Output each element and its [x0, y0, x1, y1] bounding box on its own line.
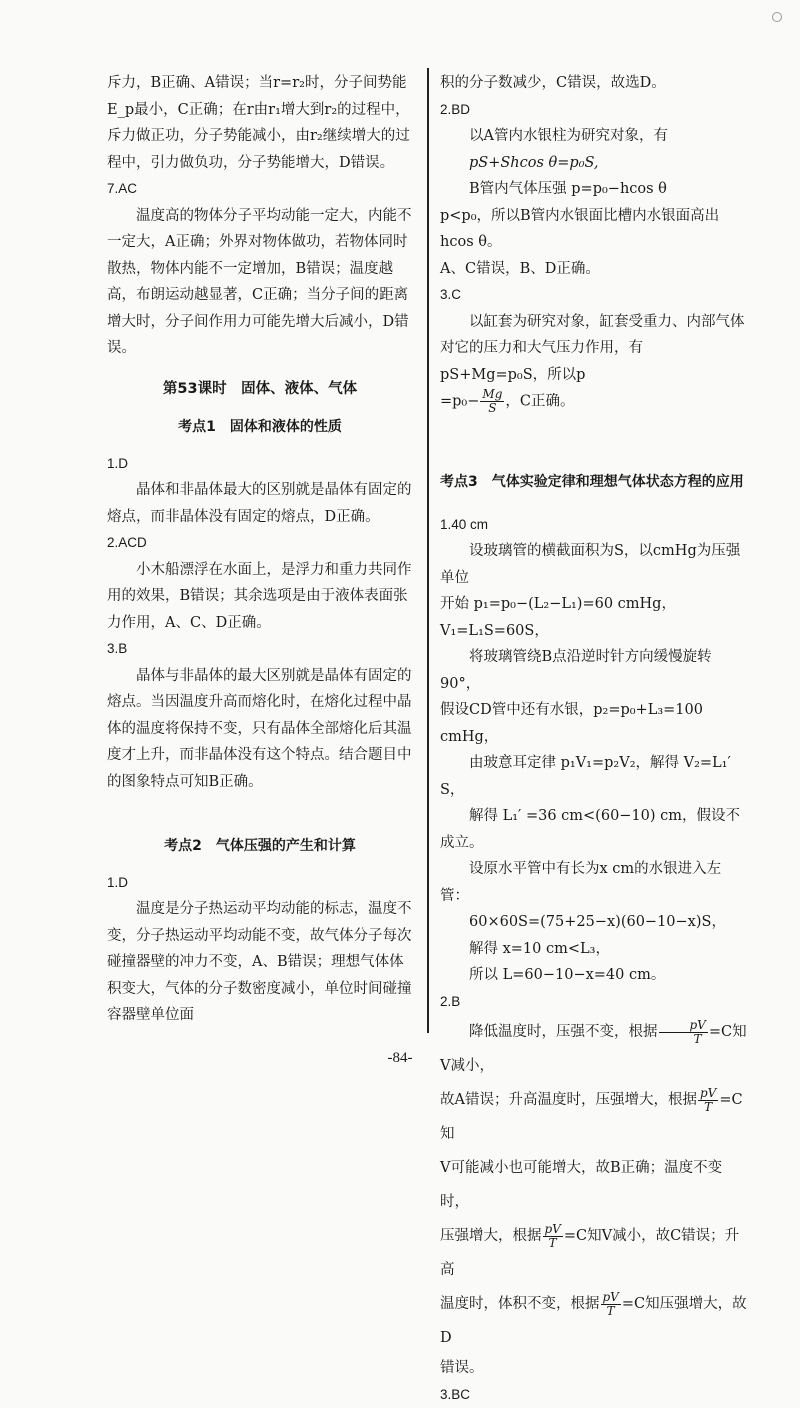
question-label: 1.D	[107, 870, 413, 897]
equation: pS+Shcos θ=p₀S,	[440, 150, 750, 177]
page-number: -84-	[0, 1050, 800, 1067]
text-line: 设玻璃管的横截面积为S，以cmHg为压强单位	[440, 538, 750, 591]
question-label: 2.ACD	[107, 530, 413, 557]
section-title: 考点2 气体压强的产生和计算	[107, 833, 413, 860]
question-label: 1.40 cm	[440, 512, 750, 539]
right-column	[440, 70, 750, 1408]
question-label: 3.B	[107, 636, 413, 663]
question-label: 7.AC	[107, 176, 413, 203]
fraction: $\frac{pV}{T}$	[698, 1087, 718, 1114]
paragraph: 温度是分子热运动平均动能的标志，温度不变，分子热运动平均动能不变，故气体分子每次碰撞器壁的冲力不变，A、B错误；理想气体体积变大，气体的分子数密度减小，单位时间碰撞容器壁单位面	[107, 896, 413, 1029]
fraction: $\frac{pV}{T}$	[601, 1291, 621, 1318]
text-line: 开始 p₁=p₀−(L₂−L₁)=60 cmHg，V₁=L₁S=60S，	[440, 591, 750, 644]
paragraph: 斥力，B正确、A错误；当r=r₂时，分子间势能E_p最小，C正确；在r由r₁增大到r₂的过程中，斥力做正功，分子势能减小，由r₂继续增大的过程中，引力做负功，分子势能增大，D错误。	[107, 70, 413, 176]
text-line: 错误。	[440, 1355, 750, 1382]
paragraph: 晶体和非晶体最大的区别就是晶体有固定的熔点，而非晶体没有固定的熔点，D正确。	[107, 477, 413, 530]
question-label: 1.D	[107, 451, 413, 478]
text-line: B管内气体压强 p=p₀−hcos θ	[440, 176, 750, 203]
text-line: 以A管内水银柱为研究对象，有	[440, 123, 750, 150]
text-line: 假设CD管中还有水银，p₂=p₀+L₃=100 cmHg，	[440, 697, 750, 750]
question-label: 3.BC	[440, 1382, 750, 1408]
paragraph: 以缸套为研究对象，缸套受重力、内部气体对它的压力和大气压力作用，有pS+Mg=p₀S，所以p	[440, 309, 750, 389]
question-label: 2.BD	[440, 97, 750, 124]
text-line: 压强增大，根据 $\frac{pV}{T}$ =C知V减小，故C错误；升高	[440, 1219, 750, 1287]
text-line: 将玻璃管绕B点沿逆时针方向缓慢旋转90°，	[440, 644, 750, 697]
question-label: 2.B	[440, 989, 750, 1016]
text-line: 由玻意耳定律 p₁V₁=p₂V₂，解得 V₂=L₁′ S，	[440, 750, 750, 803]
paragraph: 温度高的物体分子平均动能一定大，内能不一定大，A正确；外界对物体做功，若物体同时散热，物体内能不一定增加，B错误；温度越高，布朗运动越显著，C正确；当分子间的距离增大时，分子间作用力可能先增大后减小，D错误。	[107, 203, 413, 362]
text-line: 60×60S=(75+25−x)(60−10−x)S，	[440, 909, 750, 936]
text-line: 解得 L₁′ =36 cm<(60−10) cm，假设不成立。	[440, 803, 750, 856]
text-line: p<p₀，所以B管内水银面比槽内水银面高出hcos θ。	[440, 203, 750, 256]
fraction: $\frac{pV}{T}$	[659, 1019, 708, 1046]
paragraph: 晶体与非晶体的最大区别就是晶体有固定的熔点。当因温度升高而熔化时，在熔化过程中晶体的温度将保持不变，只有晶体全部熔化后其温度才上升，而非晶体没有这个特点。结合题目中的图象特点可知B正确。	[107, 663, 413, 796]
text-line: 解得 x=10 cm<L₃，	[440, 936, 750, 963]
text-line: =p₀− $\frac{Mg}{S}$ ，C正确。	[440, 388, 750, 415]
fraction: $\frac{Mg}{S}$	[480, 388, 504, 415]
text-line: 温度时，体积不变，根据 $\frac{pV}{T}$ =C知压强增大，故D	[440, 1287, 750, 1355]
text-line: 降低温度时，压强不变，根据 $\frac{pV}{T}$ =C知V减小，	[440, 1015, 750, 1083]
column-divider	[427, 68, 429, 1033]
text-line: 故A错误；升高温度时，压强增大，根据 $\frac{pV}{T}$ =C知	[440, 1083, 750, 1151]
fraction: $\frac{pV}{T}$	[543, 1223, 563, 1250]
left-column	[107, 70, 413, 1029]
paragraph: 积的分子数减少，C错误，故选D。	[440, 70, 750, 97]
text-line: 所以 L=60−10−x=40 cm。	[440, 962, 750, 989]
question-label: 3.C	[440, 282, 750, 309]
corner-mark	[772, 12, 782, 22]
text-line: V可能减小也可能增大，故B正确；温度不变时，	[440, 1151, 750, 1219]
lesson-title: 第53课时 固体、液体、气体	[107, 376, 413, 403]
paragraph: 小木船漂浮在水面上，是浮力和重力共同作用的效果，B错误；其余选项是由于液体表面张力作用，A、C、D正确。	[107, 557, 413, 637]
text-line: A、C错误，B、D正确。	[440, 256, 750, 283]
text-line: 设原水平管中有长为x cm的水银进入左管：	[440, 856, 750, 909]
section-title: 考点1 固体和液体的性质	[107, 414, 413, 441]
section-title: 考点3 气体实验定律和理想气体状态方程的应用	[440, 469, 750, 496]
